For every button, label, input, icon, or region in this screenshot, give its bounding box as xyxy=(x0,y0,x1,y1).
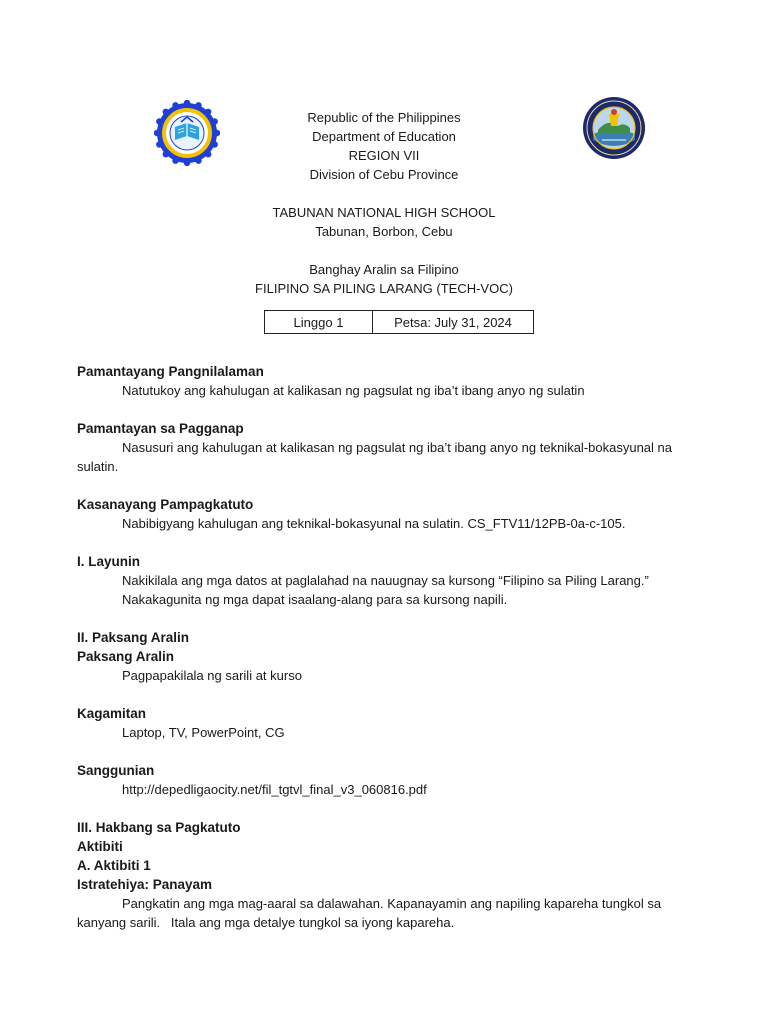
subject-title: FILIPINO SA PILING LARANG (TECH-VOC) xyxy=(255,281,513,296)
references-text: http://depedligaocity.net/fil_tgtvl_final_v3_060816.pdf xyxy=(122,782,427,797)
topic-text: Pagpapakilala ng sarili at kurso xyxy=(122,668,302,683)
materials-heading: Kagamitan xyxy=(77,706,147,721)
subject-matter-heading: II. Paksang Aralin xyxy=(77,630,190,645)
topic-heading: Paksang Aralin xyxy=(77,649,175,664)
competency-text: Nabibigyang kahulugan ang teknikal-bokasyunal na sulatin. CS_FTV11/12PB-0a-c-105. xyxy=(122,516,626,531)
content-standard-heading: Pamantayang Pangnilalaman xyxy=(77,364,264,379)
document-header xyxy=(0,108,768,298)
objectives-heading: I. Layunin xyxy=(77,554,141,569)
week-cell: Linggo 1 xyxy=(265,311,373,333)
objective-item: Nakikilala ang mga datos at paglalahad na nauugnay sa kursong “Filipino sa Piling Larang.” xyxy=(122,573,649,588)
competency-heading: Kasanayang Pampagkatuto xyxy=(77,497,254,512)
strategy-heading: Istratehiya: Panayam xyxy=(77,877,213,892)
performance-standard-text: Nasusuri ang kahulugan at kalikasan ng pagsulat ng iba’t ibang anyo ng teknikal-bokasyunal na sulatin. xyxy=(77,440,672,474)
lesson-plan-title: Banghay Aralin sa Filipino xyxy=(309,262,459,277)
republic-line: Republic of the Philippines xyxy=(307,110,461,125)
objective-item: Nakakagunita ng mga dapat isaalang-alang para sa kursong napili. xyxy=(122,592,508,607)
week-date-table xyxy=(264,310,534,334)
school-address: Tabunan, Borbon, Cebu xyxy=(315,224,453,239)
lesson-plan-body xyxy=(77,362,701,932)
content-standard-text: Natutukoy ang kahulugan at kalikasan ng pagsulat ng iba’t ibang anyo ng sulatin xyxy=(122,383,585,398)
department-line: Department of Education xyxy=(312,129,456,144)
division-line: Division of Cebu Province xyxy=(309,167,459,182)
activity-heading: Aktibiti xyxy=(77,839,123,854)
materials-text: Laptop, TV, PowerPoint, CG xyxy=(122,725,285,740)
activity-a-heading: A. Aktibiti 1 xyxy=(77,858,151,873)
performance-standard-heading: Pamantayan sa Pagganap xyxy=(77,421,244,436)
references-heading: Sanggunian xyxy=(77,763,155,778)
region-line: REGION VII xyxy=(348,148,420,163)
school-name: TABUNAN NATIONAL HIGH SCHOOL xyxy=(272,205,496,220)
date-cell: Petsa: July 31, 2024 xyxy=(394,314,512,330)
procedure-heading: III. Hakbang sa Pagkatuto xyxy=(77,820,241,835)
strategy-text: Pangkatin ang mga mag-aaral sa dalawahan. Kapanayamin ang napiling kapareha tungkol sa kanyang sarili. Itala ang mga detalye tungkol sa iyong kapareha. xyxy=(77,896,665,930)
